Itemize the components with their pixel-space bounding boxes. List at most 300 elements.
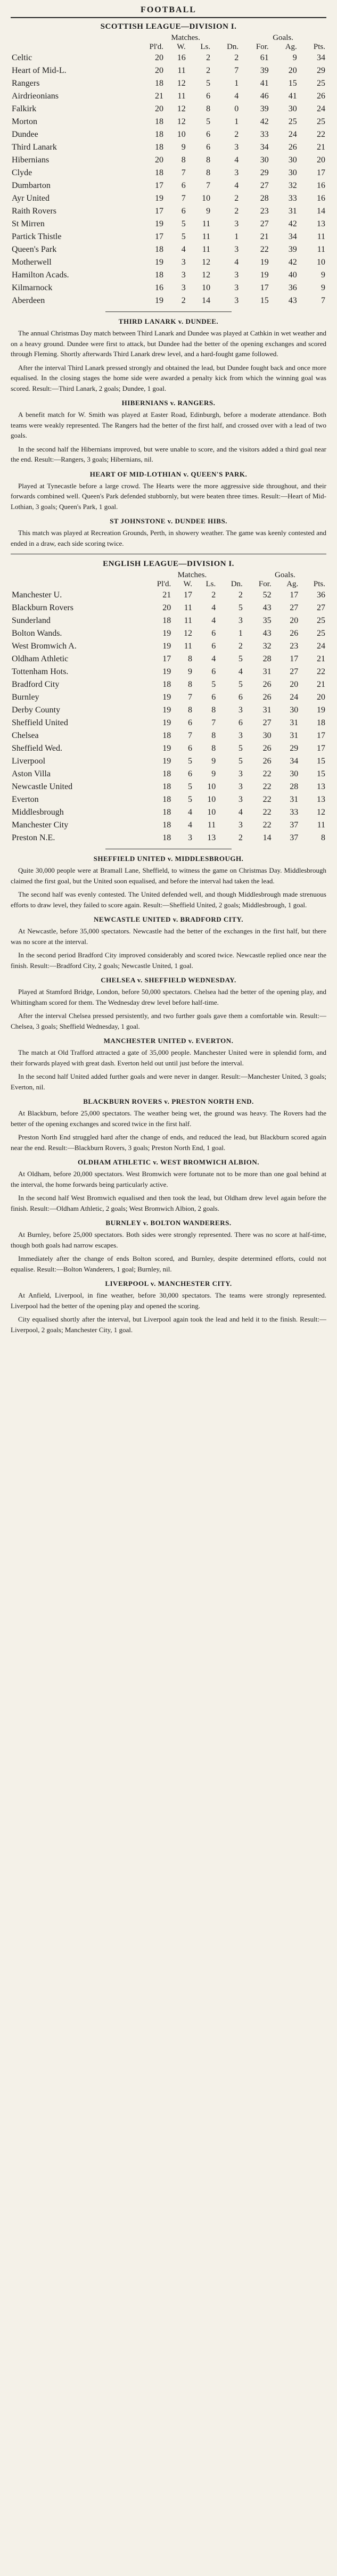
stat-cell: 20 xyxy=(288,66,297,75)
stat-cell: 4 xyxy=(211,654,216,663)
stat-cell: 22 xyxy=(262,782,272,791)
stat-cell: 20 xyxy=(155,53,164,62)
stat-cell: 30 xyxy=(288,104,297,113)
scottish-table-row xyxy=(11,243,326,256)
column-header: Ag. xyxy=(286,580,299,588)
stat-cell: 5 xyxy=(188,795,193,804)
match-report-heading: BURNLEY v. BOLTON WANDERERS. xyxy=(105,1219,232,1227)
stat-cell: 17 xyxy=(290,590,299,600)
stat-cell: 6 xyxy=(211,642,216,651)
stat-cell: 3 xyxy=(238,616,243,625)
match-report-paragraph: Immediately after the change of ends Bolton scored, and Burnley, despite determined efforts, could not equalise. Result:—Bolton Wanderers, 1 goal; Burnley, nil. xyxy=(11,1254,326,1273)
stat-cell: 27 xyxy=(290,603,299,612)
stat-cell: 42 xyxy=(260,117,269,126)
team-name: Kilmarnock xyxy=(12,283,53,292)
stat-cell: 2 xyxy=(181,296,186,305)
stat-cell: 34 xyxy=(290,757,299,766)
stat-cell: 22 xyxy=(317,130,325,139)
english-table-row xyxy=(11,666,326,678)
stat-cell: 18 xyxy=(155,245,164,254)
stat-cell: 7 xyxy=(211,718,216,727)
stat-cell: 2 xyxy=(238,833,243,842)
team-name: Celtic xyxy=(12,53,32,62)
stat-cell: 22 xyxy=(260,245,269,254)
match-report-paragraph: Played at Tynecastle before a large crowd. The Hearts were the more aggressive side throughout, and their forwards combined well. Queen's Park defended stubbornly, but were beaten three times. Result:—Heart of Mid-Lothian, 3 goals; Queen's Park, 1 goal. xyxy=(11,481,326,511)
stat-cell: 6 xyxy=(181,181,186,190)
stat-cell: 29 xyxy=(317,66,325,75)
stat-cell: 11 xyxy=(317,245,325,254)
match-report-heading: HIBERNIANS v. RANGERS. xyxy=(121,399,216,407)
scottish-match-reports xyxy=(11,317,326,548)
stat-cell: 34 xyxy=(317,53,325,62)
match-report-paragraph: Preston North End struggled hard after the change of ends, and reduced the lead, but Blackburn scored again near the end. Result:—Blackburn Rovers, 3 goals; Preston North End, 1 goal. xyxy=(11,1133,326,1152)
stat-cell: 14 xyxy=(317,207,325,216)
team-name: Sheffield Wed. xyxy=(12,744,62,753)
team-name: Bradford City xyxy=(12,680,60,689)
stat-cell: 17 xyxy=(317,731,325,740)
stat-cell: 3 xyxy=(238,782,243,791)
stat-cell: 23 xyxy=(260,207,269,216)
stat-cell: 1 xyxy=(234,232,239,241)
stat-cell: 2 xyxy=(234,130,239,139)
scottish-table-row xyxy=(11,256,326,269)
team-name: Dumbarton xyxy=(12,181,51,190)
stat-cell: 19 xyxy=(162,693,171,702)
match-report-paragraph: After the interval Chelsea pressed persistently, and two further goals gave them a comfortable win. Result:—Chelsea, 3 goals; Sheffield Wednesday, 1 goal. xyxy=(11,1012,326,1030)
stat-cell: 12 xyxy=(202,270,211,280)
stat-cell: 19 xyxy=(162,667,171,676)
stat-cell: 1 xyxy=(234,79,239,88)
team-name: Aston Villa xyxy=(12,769,51,778)
stat-cell: 24 xyxy=(288,130,297,139)
stat-cell: 26 xyxy=(288,143,297,152)
stat-cell: 2 xyxy=(234,53,239,62)
stat-cell: 39 xyxy=(260,104,269,113)
match-report-paragraph: City equalised shortly after the interval, but Liverpool again took the lead and held it to the finish. Result:—Liverpool, 2 goals; Manchester City, 1 goal. xyxy=(11,1315,326,1334)
stat-cell: 4 xyxy=(211,616,216,625)
stat-cell: 28 xyxy=(260,194,269,203)
stat-cell: 12 xyxy=(177,104,186,113)
scottish-table-row xyxy=(11,141,326,154)
stat-cell: 18 xyxy=(162,833,171,842)
match-report-paragraph: In the second half the Hibernians improved, but were unable to score, and the visitors added a third goal near the end. Result:—Rangers, 3 goals; Hibernians, nil. xyxy=(11,445,326,463)
match-report-heading: THIRD LANARK v. DUNDEE. xyxy=(118,317,219,325)
scottish-goals-group-header: Goals. xyxy=(273,34,293,42)
stat-cell: 7 xyxy=(181,168,186,177)
stat-cell: 3 xyxy=(234,143,239,152)
stat-cell: 37 xyxy=(290,821,299,830)
stat-cell: 11 xyxy=(317,232,325,241)
stat-cell: 12 xyxy=(177,79,186,88)
team-name: Everton xyxy=(12,795,39,804)
stat-cell: 11 xyxy=(184,642,193,651)
stat-cell: 8 xyxy=(211,731,216,740)
stat-cell: 3 xyxy=(234,283,239,292)
stat-cell: 40 xyxy=(288,270,297,280)
stat-cell: 41 xyxy=(288,92,297,101)
stat-cell: 19 xyxy=(162,642,171,651)
stat-cell: 24 xyxy=(317,104,325,113)
english-table-row xyxy=(11,627,326,640)
stat-cell: 20 xyxy=(155,104,164,113)
stat-cell: 7 xyxy=(181,194,186,203)
stat-cell: 8 xyxy=(188,680,193,689)
match-report-heading: OLDHAM ATHLETIC v. WEST BROMWICH ALBION. xyxy=(77,1158,260,1166)
stat-cell: 20 xyxy=(155,155,164,165)
stat-cell: 1 xyxy=(238,629,243,638)
match-report-paragraph: In the second period Bradford City improved considerably and scored twice. Newcastle replied once near the finish. Result:—Bradford City, 2 goals; Newcastle United, 1 goal. xyxy=(11,951,326,970)
stat-cell: 4 xyxy=(234,258,239,267)
stat-cell: 11 xyxy=(202,219,211,228)
stat-cell: 10 xyxy=(177,130,186,139)
english-header-group-row xyxy=(11,571,326,580)
stat-cell: 4 xyxy=(211,603,216,612)
stat-cell: 11 xyxy=(177,66,186,75)
team-name: Airdrieonians xyxy=(12,92,59,101)
stat-cell: 11 xyxy=(317,821,325,830)
stat-cell: 21 xyxy=(317,143,325,152)
stat-cell: 10 xyxy=(207,795,216,804)
stat-cell: 5 xyxy=(238,744,243,753)
stat-cell: 30 xyxy=(262,731,272,740)
stat-cell: 27 xyxy=(260,181,269,190)
stat-cell: 33 xyxy=(260,130,269,139)
stat-cell: 21 xyxy=(317,654,325,663)
team-name: Third Lanark xyxy=(12,143,57,152)
stat-cell: 11 xyxy=(184,616,193,625)
stat-cell: 3 xyxy=(234,270,239,280)
stat-cell: 43 xyxy=(262,603,272,612)
stat-cell: 18 xyxy=(162,616,171,625)
stat-cell: 24 xyxy=(317,642,325,651)
english-standings-body xyxy=(11,589,326,844)
stat-cell: 17 xyxy=(317,744,325,753)
team-name: Morton xyxy=(12,117,37,126)
english-match-reports xyxy=(11,855,326,1335)
stat-cell: 22 xyxy=(262,769,272,778)
stat-cell: 31 xyxy=(288,207,297,216)
english-table-row xyxy=(11,806,326,819)
stat-cell: 30 xyxy=(288,168,297,177)
stat-cell: 6 xyxy=(211,629,216,638)
english-table-row xyxy=(11,755,326,768)
stat-cell: 34 xyxy=(260,143,269,152)
team-name: St Mirren xyxy=(12,219,45,228)
english-table-row xyxy=(11,602,326,614)
stat-cell: 39 xyxy=(288,245,297,254)
stat-cell: 19 xyxy=(260,258,269,267)
english-standings-table xyxy=(11,571,326,844)
stat-cell: 1 xyxy=(234,117,239,126)
stat-cell: 8 xyxy=(181,155,186,165)
stat-cell: 41 xyxy=(260,79,269,88)
stat-cell: 17 xyxy=(184,590,193,600)
stat-cell: 11 xyxy=(202,232,211,241)
team-name: Chelsea xyxy=(12,731,39,740)
stat-cell: 19 xyxy=(155,194,164,203)
stat-cell: 6 xyxy=(211,667,216,676)
stat-cell: 7 xyxy=(206,181,211,190)
stat-cell: 21 xyxy=(317,680,325,689)
team-name: Liverpool xyxy=(12,757,46,766)
stat-cell: 31 xyxy=(290,731,299,740)
stat-cell: 34 xyxy=(288,232,297,241)
scottish-table-row xyxy=(11,90,326,103)
stat-cell: 28 xyxy=(262,654,272,663)
team-name: Middlesbrough xyxy=(12,808,64,817)
scottish-matches-group-header: Matches. xyxy=(171,34,200,42)
stat-cell: 61 xyxy=(260,53,269,62)
english-goals-group-header: Goals. xyxy=(275,571,295,579)
stat-cell: 10 xyxy=(202,194,211,203)
stat-cell: 5 xyxy=(238,680,243,689)
stat-cell: 6 xyxy=(206,92,211,101)
stat-cell: 4 xyxy=(181,245,186,254)
english-table-row xyxy=(11,742,326,755)
stat-cell: 6 xyxy=(238,693,243,702)
scottish-table-row xyxy=(11,116,326,128)
scottish-table-row xyxy=(11,269,326,282)
stat-cell: 9 xyxy=(206,207,211,216)
stat-cell: 15 xyxy=(317,769,325,778)
stat-cell: 21 xyxy=(155,92,164,101)
stat-cell: 21 xyxy=(260,232,269,241)
match-report-paragraph: In the second half United added further goals and were never in danger. Result:—Manchester United, 3 goals; Everton, nil. xyxy=(11,1072,326,1091)
team-name: Preston N.E. xyxy=(12,833,55,842)
stat-cell: 27 xyxy=(290,667,299,676)
stat-cell: 3 xyxy=(238,705,243,715)
stat-cell: 3 xyxy=(238,731,243,740)
stat-cell: 6 xyxy=(206,130,211,139)
english-matches-group-header: Matches. xyxy=(177,571,207,579)
match-report-heading: NEWCASTLE UNITED v. BRADFORD CITY. xyxy=(94,915,243,923)
stat-cell: 8 xyxy=(206,168,211,177)
stat-cell: 17 xyxy=(155,207,164,216)
stat-cell: 3 xyxy=(238,821,243,830)
stat-cell: 10 xyxy=(317,258,325,267)
english-table-row xyxy=(11,589,326,602)
match-report-paragraph: At Newcastle, before 35,000 spectators. Newcastle had the better of the exchanges in the first half, but there was no score at the interval. xyxy=(11,927,326,946)
team-name: Motherwell xyxy=(12,258,52,267)
scottish-table-row xyxy=(11,77,326,90)
stat-cell: 19 xyxy=(260,270,269,280)
scottish-table-row xyxy=(11,218,326,231)
team-name: Queen's Park xyxy=(12,245,57,254)
stat-cell: 8 xyxy=(211,744,216,753)
stat-cell: 6 xyxy=(211,693,216,702)
stat-cell: 22 xyxy=(317,667,325,676)
stat-cell: 21 xyxy=(162,590,171,600)
stat-cell: 4 xyxy=(234,92,239,101)
stat-cell: 13 xyxy=(317,782,325,791)
stat-cell: 3 xyxy=(234,245,239,254)
column-header: Ag. xyxy=(285,43,297,51)
stat-cell: 18 xyxy=(162,680,171,689)
stat-cell: 14 xyxy=(262,833,272,842)
stat-cell: 19 xyxy=(162,629,171,638)
stat-cell: 17 xyxy=(317,168,325,177)
stat-cell: 10 xyxy=(207,782,216,791)
column-header: Pts. xyxy=(313,43,325,51)
stat-cell: 30 xyxy=(290,705,299,715)
stat-cell: 6 xyxy=(188,718,193,727)
stat-cell: 43 xyxy=(288,296,297,305)
stat-cell: 46 xyxy=(260,92,269,101)
stat-cell: 29 xyxy=(260,168,269,177)
stat-cell: 10 xyxy=(207,808,216,817)
stat-cell: 3 xyxy=(234,168,239,177)
team-name: Dundee xyxy=(12,130,38,139)
stat-cell: 30 xyxy=(288,155,297,165)
english-table-row xyxy=(11,653,326,666)
stat-cell: 11 xyxy=(207,821,216,830)
stat-cell: 0 xyxy=(234,104,239,113)
team-name: Blackburn Rovers xyxy=(12,603,73,612)
stat-cell: 8 xyxy=(321,833,325,842)
team-name: Hibernians xyxy=(12,155,50,165)
team-name: Derby County xyxy=(12,705,61,715)
scottish-table-row xyxy=(11,64,326,77)
match-report-heading: SHEFFIELD UNITED v. MIDDLESBROUGH. xyxy=(93,855,244,863)
stat-cell: 18 xyxy=(162,769,171,778)
team-name: Clyde xyxy=(12,168,32,177)
stat-cell: 7 xyxy=(321,296,325,305)
stat-cell: 32 xyxy=(288,181,297,190)
team-name: Bolton Wands. xyxy=(12,629,62,638)
stat-cell: 9 xyxy=(211,769,216,778)
team-name: West Bromwich A. xyxy=(12,642,77,651)
stat-cell: 25 xyxy=(317,79,325,88)
stat-cell: 33 xyxy=(288,194,297,203)
match-report-paragraph: The annual Christmas Day match between Third Lanark and Dundee was played at Cathkin in wet weather and on a heavy ground. Dundee were first to attack, but Dundee had the better of the opening exchanges and scored through Fleming. Shortly afterwards Third Lanark drew level, and a hard-fought game followed. xyxy=(11,329,326,358)
stat-cell: 6 xyxy=(188,769,193,778)
column-header: Dn. xyxy=(227,43,239,51)
team-name: Hamilton Acads. xyxy=(12,270,69,280)
team-name: Partick Thistle xyxy=(12,232,62,241)
scottish-table-row xyxy=(11,103,326,116)
stat-cell: 19 xyxy=(155,296,164,305)
scottish-table-row xyxy=(11,231,326,243)
stat-cell: 26 xyxy=(317,92,325,101)
stat-cell: 5 xyxy=(181,232,186,241)
stat-cell: 31 xyxy=(290,795,299,804)
scottish-table-row xyxy=(11,154,326,167)
stat-cell: 5 xyxy=(206,79,211,88)
match-report-paragraph: At Burnley, before 25,000 spectators. Both sides were strongly represented. There was no score at half-time, though both goals had narrow escapes. xyxy=(11,1230,326,1249)
stat-cell: 4 xyxy=(234,181,239,190)
stat-cell: 8 xyxy=(211,705,216,715)
stat-cell: 27 xyxy=(260,219,269,228)
stat-cell: 18 xyxy=(155,270,164,280)
english-table-row xyxy=(11,729,326,742)
stat-cell: 25 xyxy=(317,117,325,126)
stat-cell: 20 xyxy=(155,66,164,75)
column-header: Ls. xyxy=(200,43,211,51)
column-header: Pl'd. xyxy=(149,43,164,51)
stat-cell: 2 xyxy=(238,642,243,651)
column-header: Dn. xyxy=(231,580,243,588)
team-name: Newcastle United xyxy=(12,782,73,791)
team-name: Manchester U. xyxy=(12,590,62,600)
english-league-title: ENGLISH LEAGUE—DIVISION I. xyxy=(103,560,234,568)
column-header: For. xyxy=(256,43,269,51)
scottish-standings-table xyxy=(11,34,326,307)
stat-cell: 42 xyxy=(288,219,297,228)
stat-cell: 20 xyxy=(317,693,325,702)
english-table-row xyxy=(11,614,326,627)
stat-cell: 4 xyxy=(188,808,193,817)
stat-cell: 18 xyxy=(155,117,164,126)
stat-cell: 4 xyxy=(238,667,243,676)
stat-cell: 9 xyxy=(211,757,216,766)
english-table-row xyxy=(11,691,326,704)
stat-cell: 18 xyxy=(162,808,171,817)
stat-cell: 19 xyxy=(155,219,164,228)
english-table-row xyxy=(11,781,326,793)
column-header: Pts. xyxy=(313,580,325,588)
team-name: Heart of Mid-L. xyxy=(12,66,67,75)
stat-cell: 13 xyxy=(207,833,216,842)
stat-cell: 2 xyxy=(234,207,239,216)
stat-cell: 30 xyxy=(290,769,299,778)
stat-cell: 6 xyxy=(206,143,211,152)
stat-cell: 26 xyxy=(262,693,272,702)
stat-cell: 9 xyxy=(292,53,297,62)
stat-cell: 20 xyxy=(162,603,171,612)
stat-cell: 25 xyxy=(317,616,325,625)
match-report-heading: BLACKBURN ROVERS v. PRESTON NORTH END. xyxy=(83,1097,254,1105)
stat-cell: 9 xyxy=(321,283,325,292)
stat-cell: 12 xyxy=(184,629,193,638)
stat-cell: 5 xyxy=(238,603,243,612)
column-header: Ls. xyxy=(206,580,216,588)
stat-cell: 19 xyxy=(162,705,171,715)
stat-cell: 9 xyxy=(188,667,193,676)
scottish-table-row xyxy=(11,179,326,192)
stat-cell: 25 xyxy=(317,629,325,638)
stat-cell: 22 xyxy=(262,821,272,830)
stat-cell: 31 xyxy=(290,718,299,727)
stat-cell: 4 xyxy=(188,821,193,830)
stat-cell: 18 xyxy=(162,821,171,830)
stat-cell: 18 xyxy=(155,130,164,139)
stat-cell: 9 xyxy=(181,143,186,152)
stat-cell: 22 xyxy=(262,808,272,817)
stat-cell: 31 xyxy=(262,705,272,715)
stat-cell: 8 xyxy=(206,104,211,113)
stat-cell: 9 xyxy=(321,270,325,280)
match-report-paragraph: Quite 30,000 people were at Bramall Lane, Sheffield, to witness the game on Christmas Day. Middlesbrough claimed the first goal, but the United soon equalised, and before the interval had taken the lead. xyxy=(11,866,326,885)
stat-cell: 25 xyxy=(288,117,297,126)
match-report-heading: LIVERPOOL v. MANCHESTER CITY. xyxy=(105,1279,232,1287)
match-report-heading: HEART OF MID-LOTHIAN v. QUEEN'S PARK. xyxy=(89,470,248,478)
stat-cell: 2 xyxy=(238,590,243,600)
stat-cell: 8 xyxy=(188,705,193,715)
stat-cell: 18 xyxy=(155,79,164,88)
stat-cell: 19 xyxy=(162,718,171,727)
stat-cell: 26 xyxy=(262,757,272,766)
stat-cell: 15 xyxy=(317,757,325,766)
stat-cell: 11 xyxy=(202,245,211,254)
scottish-table-row xyxy=(11,128,326,141)
team-name: Burnley xyxy=(12,693,39,702)
stat-cell: 11 xyxy=(184,603,193,612)
stat-cell: 7 xyxy=(188,731,193,740)
match-report-paragraph: A benefit match for W. Smith was played at Easter Road, Edinburgh, before a moderate attendance. Both teams were weakly represented. The Rangers had the better of the first half, and crossed over with a lead of two goals. xyxy=(11,411,326,439)
stat-cell: 5 xyxy=(181,219,186,228)
stat-cell: 10 xyxy=(202,283,211,292)
stat-cell: 19 xyxy=(317,705,325,715)
